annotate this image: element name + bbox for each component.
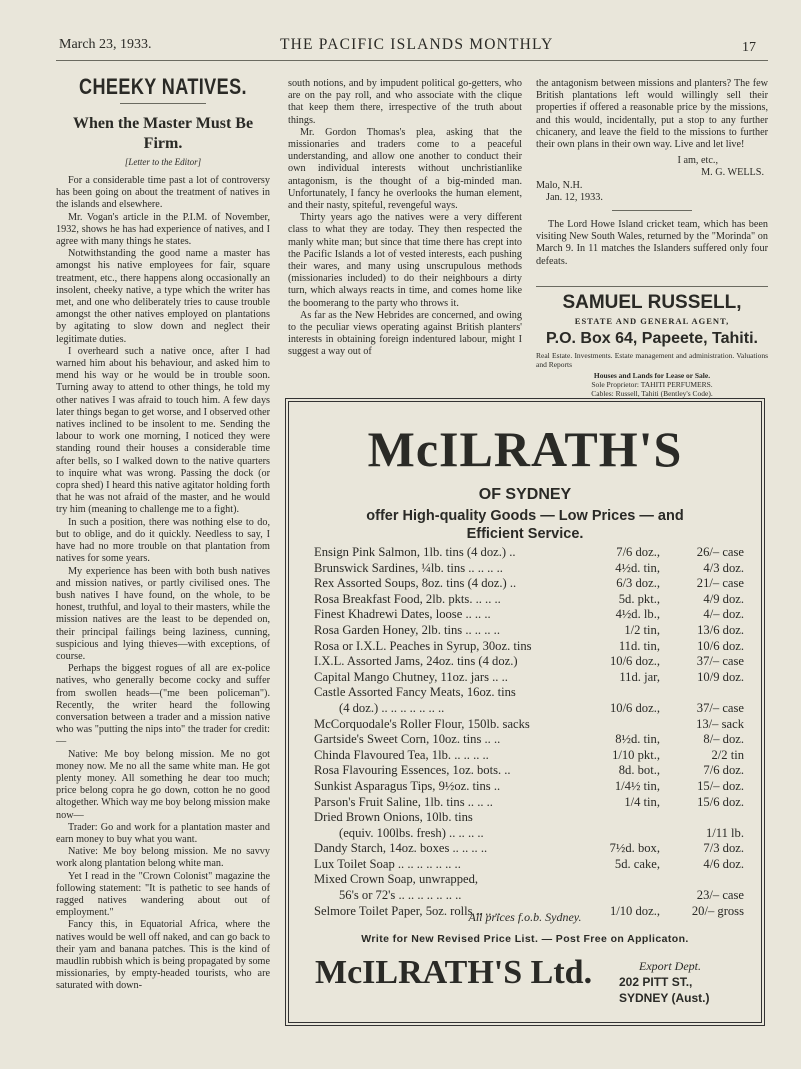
price-list-item [314, 888, 744, 904]
price-list-item [314, 592, 744, 608]
article-subhead: When the Master Must Be Firm. [72, 115, 254, 152]
paragraph: For a considerable time past a lot of controversy has been going on about the treatment of natives in the islands and elsewhere. [56, 175, 270, 211]
price-list-item [314, 841, 744, 857]
advertiser-role: ESTATE AND GENERAL AGENT, [574, 316, 730, 326]
item-name: Rex Assorted Soups, 8oz. tins (4 doz.) .. [314, 576, 517, 591]
article-column-1 [56, 175, 270, 993]
item-bulk-price: 4/3 doz. [703, 560, 744, 575]
price-list-item [314, 685, 744, 701]
price-list-offer: Write for New Revised Price List. — Post Free on Applicaton. [361, 933, 689, 945]
export-address [619, 958, 749, 1006]
item-unit-price: 4½d. tin, [615, 560, 660, 575]
advertiser-name: SAMUEL RUSSELL, [562, 292, 742, 313]
section-rule [612, 210, 692, 211]
item-unit-price: 5d. cake, [614, 856, 660, 871]
item-bulk-price: 4/– doz. [703, 607, 744, 622]
price-list-item [314, 654, 744, 670]
item-bulk-price: 21/– case [696, 576, 744, 591]
price-list [314, 545, 744, 919]
item-bulk-price: 37/– case [696, 654, 744, 669]
paragraph: Mr. Vogan's article in the P.I.M. of November, 1932, shows he has had experience of natives, and I agree with many things he states. [56, 211, 270, 248]
item-unit-price: 1/2 tin, [624, 622, 660, 637]
item-unit-price: 7/6 doz., [616, 545, 660, 559]
paragraph: As far as the New Hebrides are concerned, and owing to the peculiar views operating against British planters' interests in obtaining foreign indentured labour, might I suggest a way out of [288, 309, 522, 358]
price-list-item [314, 701, 744, 717]
street-address: 202 PITT ST., [619, 975, 693, 989]
paragraph: Native: Me boy belong mission. Me no savvy work along plantation belong white man. [56, 846, 270, 870]
paragraph: Mr. Gordon Thomas's plea, asking that the missionaries and traders come to a peaceful understanding, and allow one another to conduct their own individual interests without unchristianlike antagonism, is the thought of a big-minded man. Unfortunately, I fancy he overlooks the human element, and their nasty, spiteful, revengeful ways. [288, 126, 522, 212]
price-list-item [314, 763, 744, 779]
advert-cables: Cables: Russell, Tahiti (Bentley's Code). [591, 389, 713, 398]
item-bulk-price: 20/– gross [691, 903, 744, 918]
city-address: SYDNEY (Aust.) [619, 991, 710, 1005]
item-name: Lux Toilet Soap .. .. .. .. .. .. .. [314, 856, 461, 871]
item-name: Rosa Breakfast Food, 2lb. pkts. .. .. .. [314, 591, 501, 606]
item-name: Ensign Pink Salmon, 1lb. tins (4 doz.) .. [314, 545, 516, 559]
advertiser-address: P.O. Box 64, Papeete, Tahiti. [546, 330, 758, 347]
offer-line: offer High-quality Goods — Low Prices — and [366, 508, 684, 524]
prices-note: All prices f.o.b. Sydney. [468, 910, 582, 924]
item-bulk-price: 15/– doz. [697, 778, 744, 793]
letter-date: Jan. 12, 1933. [546, 191, 603, 203]
price-list-item [314, 545, 744, 561]
item-name: I.X.L. Assorted Jams, 24oz. tins (4 doz.) [314, 654, 518, 669]
item-unit-price: 8d. bot., [618, 763, 660, 778]
article-byline: [Letter to the Editor] [124, 157, 202, 167]
item-bulk-price: 23/– case [696, 888, 744, 903]
item-bulk-price: 7/3 doz. [703, 841, 744, 856]
advert-title: McILRATH'S [367, 421, 683, 477]
item-name: Dried Brown Onions, 10lb. tins [314, 810, 473, 825]
advert-lease-line: Houses and Lands for Lease or Sale. [593, 371, 711, 380]
price-list-item [314, 732, 744, 748]
advert-services: Real Estate. Investments. Estate management and administration. Valuations and Reports [536, 351, 768, 369]
item-name: Sunkist Asparagus Tips, 9½oz. tins .. [314, 778, 501, 793]
item-bulk-price: 10/6 doz. [697, 638, 744, 653]
paragraph: Trader: Go and work for a plantation master and earn money to buy what you want. [56, 821, 270, 845]
item-unit-price: 5d. pkt., [618, 591, 660, 606]
item-unit-price: 1/4½ tin, [614, 778, 660, 793]
item-name: Finest Khadrewi Dates, loose .. .. .. [314, 607, 491, 622]
paragraph: the antagonism between missions and planters? The few British plantations left would willingly sell their properties if offered a reasonable price by the missions, and this would, incidentally, put a stop to any further chicanery, and leave the field to the missions to further their own plans in their own way. Live and let live! [536, 78, 768, 151]
price-list-item [314, 639, 744, 655]
mcilrath-advert [285, 398, 765, 1026]
item-bulk-price: 2/2 tin [711, 747, 744, 762]
header-rule [56, 60, 768, 61]
item-name: Dandy Starch, 14oz. boxes .. .. .. .. [314, 841, 488, 856]
paragraph: Perhaps the biggest rogues of all are ex-police natives, who generally become cocky and suffer from swollen heads—("me been policeman"). Recently, the writer heard the following conversation between a trader and a mission native who was "putting the nips into" the trader for credit:— [56, 663, 270, 748]
price-list-item [314, 857, 744, 873]
header-title: THE PACIFIC ISLANDS MONTHLY [280, 36, 554, 53]
item-unit-price: 1/10 pkt., [612, 747, 660, 762]
item-name: Rosa Flavouring Essences, 1oz. bots. .. [314, 763, 511, 778]
item-unit-price: 6/3 doz., [616, 576, 660, 591]
offer-line: Efficient Service. [466, 526, 584, 542]
item-name: Chinda Flavoured Tea, 1lb. .. .. .. .. [314, 747, 489, 762]
price-list-item [314, 576, 744, 592]
paragraph: Fancy this, in Equatorial Africa, where the natives would be well off naked, and can go back to their yam and banana patches. This is the kind of maudlin rubbish which is being propagated by some missionaries, by empty-headed tourists, who are saturated with down- [56, 919, 270, 992]
item-bulk-price: 10/9 doz. [697, 669, 744, 684]
price-list-item [314, 717, 744, 733]
advert-proprietor: Sole Proprietor: TAHITI PERFUMERS. [591, 380, 713, 389]
price-list-item [314, 779, 744, 795]
price-list-item [314, 795, 744, 811]
item-name: Parson's Fruit Saline, 1lb. tins .. .. .. [314, 794, 493, 809]
company-name: McILRATH'S Ltd. [315, 954, 593, 991]
page-number: 17 [742, 40, 756, 55]
paragraph: Native: Me boy belong mission. Me no got money now. Me no all the same white man. He got plenty money. All something he dear too much; price belong copra he go down, cotton he no good altogether. Which way me boy belong mission make now— [56, 748, 270, 821]
item-name: Gartside's Sweet Corn, 10oz. tins .. .. [314, 732, 501, 747]
header-date: March 23, 1933. [59, 37, 152, 52]
price-list-item [314, 810, 744, 826]
item-bulk-price: 4/6 doz. [703, 856, 744, 871]
item-name: McCorquodale's Roller Flour, 150lb. sacks [314, 716, 530, 731]
price-list-item [314, 748, 744, 764]
price-list-item [314, 607, 744, 623]
paragraph: I overheard such a native once, after I had warned him about his behaviour, and asked him to mend his way or he would be in trouble soon. Turning away to attend to other things, he told my other natives I was afraid to touch him. A few days later things began to get worse, and I observed other natives inclined to be insolent to me. Sending the labour to work one morning, I noticed they were standing round their houses a considerable time after bells, so I walked down to the native quarters to inquire what was wrong. Passing the dock (or copra shed) I heard this native agitator holding forth that he was not afraid of the master, and he would try him (meaning to challenge me to a fight). [56, 345, 270, 516]
item-bulk-price: 4/9 doz. [703, 591, 744, 606]
item-unit-price: 11d. jar, [619, 669, 660, 684]
item-bulk-price: 7/6 doz. [703, 763, 744, 778]
export-dept: Export Dept. [639, 959, 701, 973]
item-name: Brunswick Sardines, ¼lb. tins .. .. .. .. [314, 560, 503, 575]
item-bulk-price: 15/6 doz. [697, 794, 744, 809]
price-list-item [314, 872, 744, 888]
paragraph: Notwithstanding the good name a master has amongst his native employees for fair, square treatment, etc., there happens along occasionally an insolent, cheeky native, a type which the writer has met, and one who deliberately tries to cause trouble amongst the other natives employed on plantations by agitating to slow down and neglect their legitimate duties. [56, 248, 270, 345]
item-bulk-price: 1/11 lb. [705, 825, 744, 840]
letter-place: Malo, N.H. [536, 179, 583, 191]
item-unit-price: 10/6 doz., [609, 654, 660, 669]
item-name: 56's or 72's .. .. .. .. .. .. .. [339, 888, 462, 903]
item-name: Castle Assorted Fancy Meats, 16oz. tins [314, 685, 516, 700]
item-unit-price: 8½d. tin, [615, 732, 660, 747]
item-name: (equiv. 100lbs. fresh) .. .. .. .. [339, 825, 484, 840]
item-unit-price: 10/6 doz., [609, 700, 660, 715]
headline-rule [120, 103, 206, 104]
signature: M. G. WELLS. [701, 167, 764, 179]
item-unit-price: 4½d. lb., [615, 607, 660, 622]
item-name: Rosa Garden Honey, 2lb. tins .. .. .. .. [314, 622, 500, 637]
russell-advert [536, 290, 768, 398]
price-list-item [314, 623, 744, 639]
item-name: Mixed Crown Soap, unwrapped, [314, 872, 479, 887]
item-bulk-price: 8/– doz. [703, 732, 744, 747]
item-bulk-price: 13/– sack [696, 716, 744, 731]
item-unit-price: 11d. tin, [618, 638, 660, 653]
item-name: Selmore Toilet Paper, 5oz. rolls .. .. .. [314, 903, 501, 918]
advert-subtitle: OF SYDNEY [478, 486, 572, 503]
price-list-item [314, 670, 744, 686]
advert-offer [289, 507, 761, 543]
paragraph: In such a position, there was nothing else to do, but to oblige, and do it quickly. Needless to say, I have had no more trouble on that plantation from natives for some years. [56, 516, 270, 565]
article-column-3 [536, 78, 768, 268]
article-column-2 [288, 78, 522, 359]
price-list-item [314, 826, 744, 842]
cricket-note: The Lord Howe Island cricket team, which has been visiting New South Wales, returned by the "Morinda" on March 9. In 11 matches the Islanders suffered only four defeats. [536, 219, 768, 267]
item-unit-price: 1/4 tin, [624, 794, 660, 809]
item-bulk-price: 37/– case [696, 700, 744, 715]
paragraph: Thirty years ago the natives were a very different class to what they are today. They then respected the manly white man; but since that time there has crept into the Pacific Islands a lot of vested interests, each pushing their wares, and many using unscrupulous methods (missionaries included) to do their neighbours a dirty turn, which always reacts in time, and comes home like the boomerang to the party who throws it. [288, 212, 522, 309]
sign-off: I am, etc., [677, 155, 718, 167]
item-name: Rosa or I.X.L. Peaches in Syrup, 30oz. tins [314, 638, 532, 653]
paragraph: My experience has been with both bush natives and mission natives, or partly civilised ones. The bush natives I have found, on the whole, to be honest, truthful, and loyal to their masters, while the mission natives are the least to be depended on, their principal failings being laziness, cunning, suspicious and lying thieves—with exceptions, of course. [56, 565, 270, 662]
article-headline: CHEEKY NATIVES. [79, 74, 247, 99]
item-bulk-price: 13/6 doz. [697, 622, 744, 637]
price-list-item [314, 561, 744, 577]
item-unit-price: 7½d. box, [609, 841, 660, 856]
ad-rule [536, 286, 768, 287]
item-unit-price: 1/10 doz., [609, 903, 660, 918]
paragraph: south notions, and by impudent political go-getters, who are on the pay roll, and who associate with the clique that keep them there, irrespective of the truth about things. [288, 78, 522, 126]
item-name: Capital Mango Chutney, 11oz. jars .. .. [314, 669, 508, 684]
paragraph: Yet I read in the "Crown Colonist" magazine the following statement: "It is pathetic to see hands of ragged natives wandering about out of employment." [56, 870, 270, 919]
item-name: (4 doz.) .. .. .. .. .. .. .. [339, 700, 445, 715]
item-bulk-price: 26/– case [696, 545, 744, 559]
